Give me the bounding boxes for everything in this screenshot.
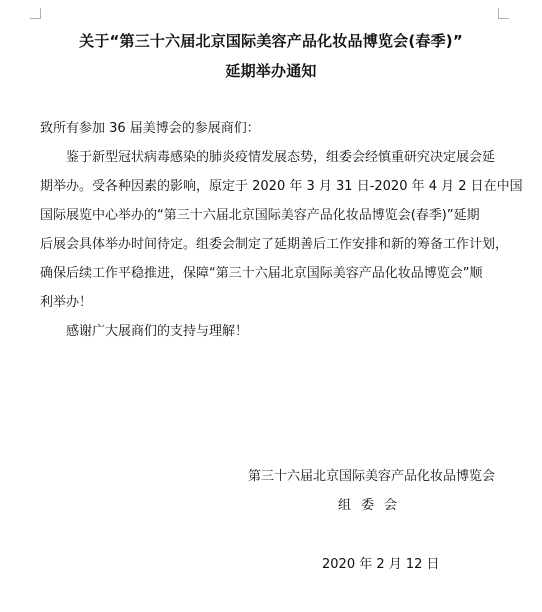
salutation: 致所有参加 36 届美博会的参展商们： <box>40 121 260 136</box>
document-title-line2: 延期举办通知 <box>225 62 317 80</box>
document-title-line1: 关于“第三十六届北京国际美容产品化妆品博览会(春季)” <box>79 32 463 50</box>
page-corner-mark-top-left <box>30 8 41 19</box>
body-line: 利举办！ <box>40 295 93 310</box>
body-line: 期举办。受各种因素的影响，原定于 2020 年 3 月 31 日-2020 年 4 月 2 日在中国 <box>40 179 523 194</box>
body-line: 确保后续工作平稳推进，保障“第三十六届北京国际美容产品化妆品博览会”顺 <box>40 266 483 281</box>
signature-organization: 第三十六届北京国际美容产品化妆品博览会 <box>248 469 496 484</box>
body-line: 后展会具体举办时间待定。组委会制定了延期善后工作安排和新的筹备工作计划， <box>40 237 509 252</box>
page-corner-mark-top-right <box>498 8 509 19</box>
signature-committee: 组委会 <box>338 498 408 513</box>
body-line: 国际展览中心举办的“第三十六届北京国际美容产品化妆品博览会(春季)”延期 <box>40 208 480 223</box>
thanks-line: 感谢广大展商们的支持与理解！ <box>66 324 249 339</box>
body-line: 鉴于新型冠状病毒感染的肺炎疫情发展态势，组委会经慎重研究决定展会延 <box>66 150 496 165</box>
signature-date: 2020 年 2 月 12 日 <box>322 557 440 572</box>
